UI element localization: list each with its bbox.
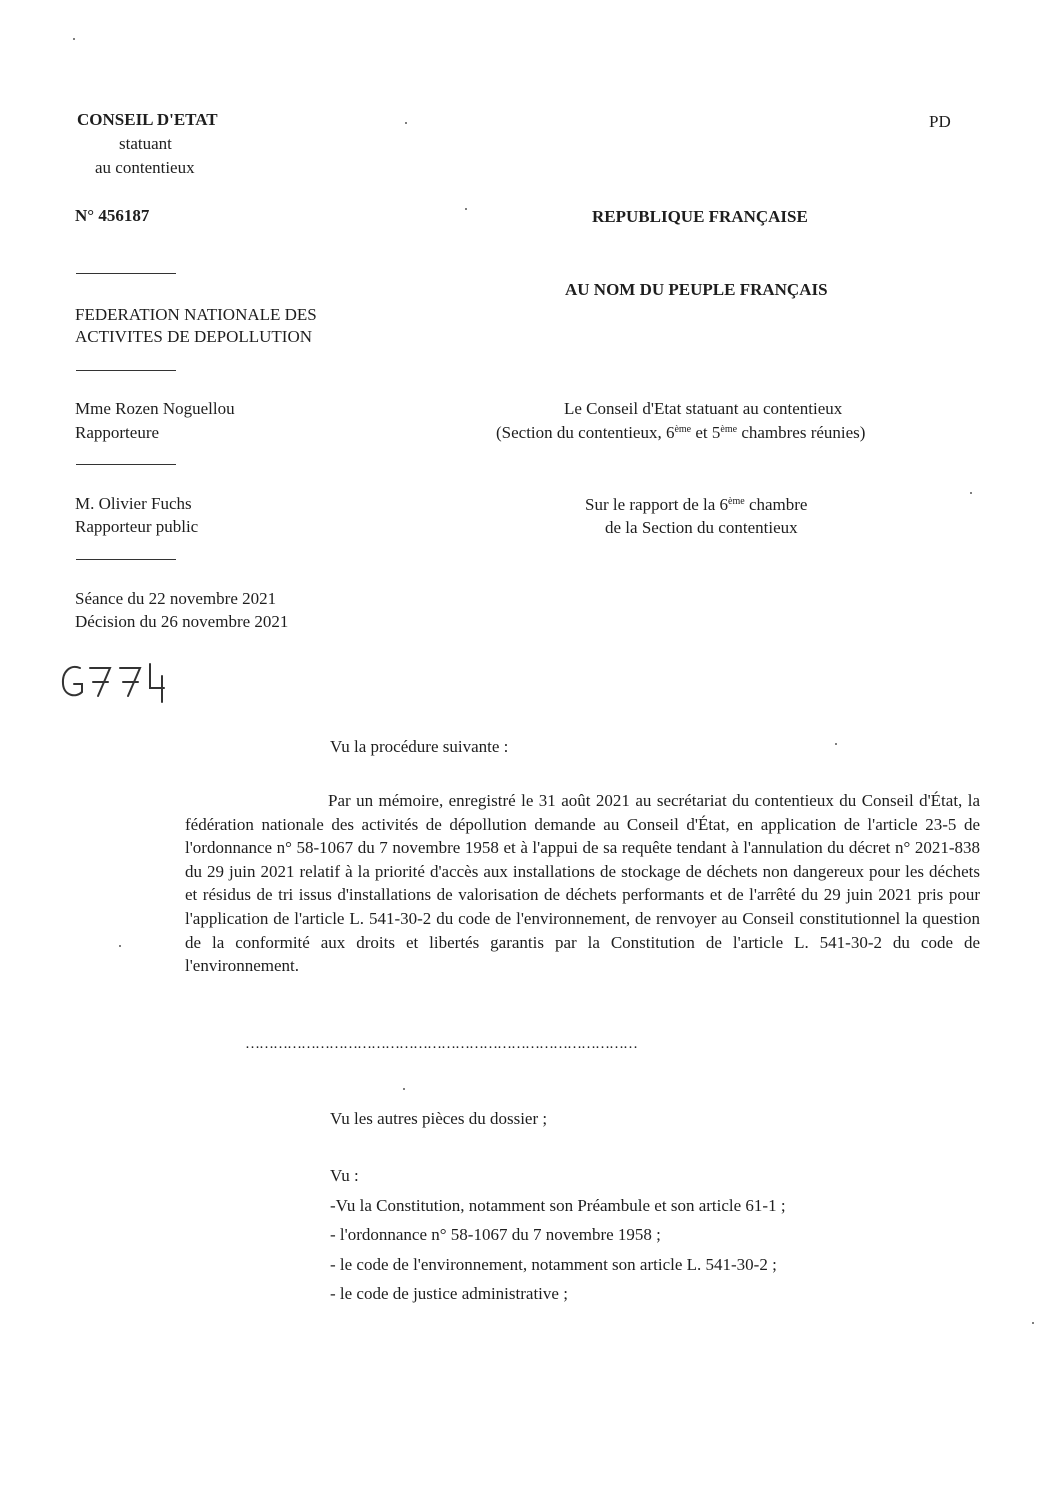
scan-speck bbox=[73, 38, 75, 40]
formation-line2: (Section du contentieux, 6ème et 5ème chambres réunies) bbox=[496, 423, 866, 442]
rapporteur-role: Rapporteure bbox=[75, 423, 160, 442]
scan-speck bbox=[970, 492, 972, 494]
handwritten-mark bbox=[58, 658, 178, 708]
scan-speck bbox=[405, 122, 407, 124]
scan-speck bbox=[119, 945, 121, 947]
case-number: N° 456187 bbox=[75, 206, 150, 225]
vu-intro: Vu : bbox=[330, 1166, 359, 1185]
hearing-date: Séance du 22 novembre 2021 bbox=[75, 589, 277, 608]
rapporteur-name: Mme Rozen Noguellou bbox=[75, 399, 235, 418]
republic-title: REPUBLIQUE FRANÇAISE bbox=[592, 207, 808, 226]
procedure-paragraph-text: Par un mémoire, enregistré le 31 août 2021 au secrétariat du contentieux du Conseil d'État, la fédération nationale des activités de dépollution demande au Conseil d'État, en application de l'article 23-5 de l'ordonnance n° 58-1067 du 7 novembre 1958 et à l'appui de sa requête tendant à l'annulation du décret n° 2021-838 du 29 juin 2021 relatif à la priorité d'accès aux installations de stockage de déchets non dangereux pour les déchets et résidus de tri issus d'installations de valorisation de déchets performants et de l'arrêté du 29 juin 2021 pris pour l'application de l'article L. 541-30-2 du code de l'environnement, de renvoyer au Conseil constitutionnel la question de la conformité aux droits et libertés garantis par la Constitution de l'article L. 541-30-2 du code de l'environnement. bbox=[185, 791, 980, 976]
other-documents-line: Vu les autres pièces du dossier ; bbox=[330, 1109, 548, 1128]
decision-date: Décision du 26 novembre 2021 bbox=[75, 612, 289, 631]
formation-line1: Le Conseil d'Etat statuant au contentieux bbox=[564, 399, 843, 418]
dotted-separator: ………………………………………………………………………… bbox=[245, 1036, 637, 1052]
report-line2: de la Section du contentieux bbox=[605, 518, 798, 537]
separator-rule bbox=[76, 464, 176, 465]
vu-item: - l'ordonnance n° 58-1067 du 7 novembre 1958 ; bbox=[330, 1225, 661, 1244]
report-line1: Sur le rapport de la 6ème chambre bbox=[585, 495, 808, 514]
court-subtitle-line1: statuant bbox=[119, 134, 172, 153]
separator-rule bbox=[76, 370, 176, 371]
procedure-paragraph bbox=[185, 789, 980, 978]
court-subtitle-line2: au contentieux bbox=[95, 158, 195, 177]
party-name-line1: FEDERATION NATIONALE DES bbox=[75, 305, 317, 324]
scan-speck bbox=[835, 743, 837, 745]
party-name-line2: ACTIVITES DE DEPOLLUTION bbox=[75, 327, 313, 346]
scan-speck bbox=[1032, 1322, 1034, 1324]
vu-item: - le code de justice administrative ; bbox=[330, 1284, 568, 1303]
public-rapporteur-name: M. Olivier Fuchs bbox=[75, 494, 192, 513]
vu-item: -Vu la Constitution, notamment son Préambule et son article 61-1 ; bbox=[330, 1195, 786, 1215]
procedure-heading: Vu la procédure suivante : bbox=[330, 737, 509, 756]
clerk-initials: PD bbox=[929, 112, 951, 131]
court-name: CONSEIL D'ETAT bbox=[77, 110, 218, 129]
vu-list bbox=[330, 1161, 786, 1309]
public-rapporteur-role: Rapporteur public bbox=[75, 517, 199, 536]
scan-speck bbox=[403, 1088, 405, 1090]
separator-rule bbox=[76, 273, 176, 274]
republic-subtitle: AU NOM DU PEUPLE FRANÇAIS bbox=[565, 280, 828, 299]
separator-rule bbox=[76, 559, 176, 560]
vu-item: - le code de l'environnement, notamment son article L. 541-30-2 ; bbox=[330, 1254, 777, 1274]
scan-speck bbox=[465, 208, 467, 210]
